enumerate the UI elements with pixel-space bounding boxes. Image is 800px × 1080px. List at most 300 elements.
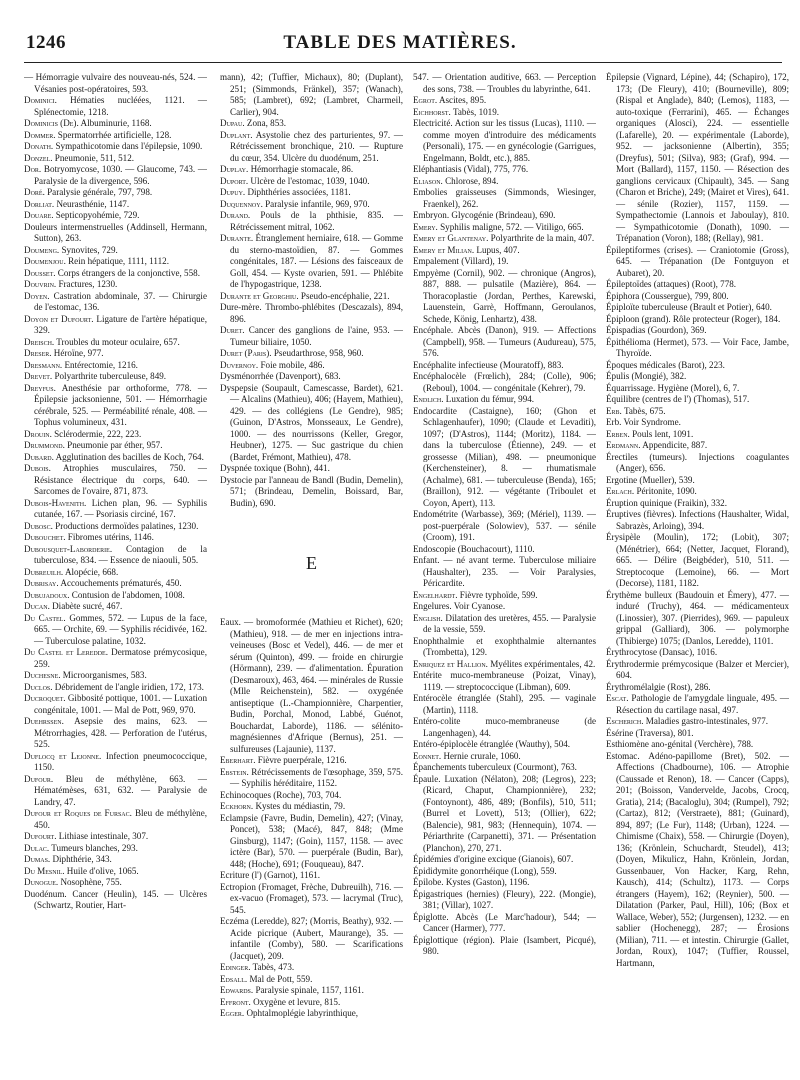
- index-entry: [24, 279, 207, 291]
- entry-text: Agglutination des bacilles de Koch, 764.: [53, 451, 204, 462]
- index-entry: [413, 394, 596, 406]
- entry-text: Ecriture (l') (Garnot), 1161.: [220, 870, 321, 880]
- index-entry: [220, 463, 403, 475]
- index-entry: [606, 498, 789, 510]
- page-number: 1246: [26, 32, 66, 53]
- entry-text: Débridement de l'angle iridien, 172, 173.: [52, 681, 204, 692]
- index-entry: [220, 302, 403, 325]
- index-entry: [220, 617, 403, 755]
- entry-author: Ducan.: [24, 601, 50, 611]
- index-entry: [606, 590, 789, 648]
- entry-text: Épilepsie (Vignard, Lépine), 44; (Schapiro), 172, 173; (De Fleury), 410; (Bourneville), 809; (Rispal et Anglade), 840; (Lemos), 1183, — auto-toxique (Ferrarini), 465. — Échanges organiques (Alosci), 224. — essentielle (Lafarelle), 20. — expérimentale (Laborde), 952. — jacksonienne (Albertin), 355; (Dreyfus), 501; (Silva), 983; (Graf), 994. — Mort (Ballard), 1157, 1150. — Résection des ganglions cervicaux (Chipault), 345. — Sang (Charon et Briche), 249; (Mairet et Vires), 641. — sénile (Rozier), 1157, 1159. — Sympathectomie (Lannois et Jaboulay), 810. — Sympathicotomie (Donath), 1090. — Trépanation (Voron), 188; (Rellay), 981.: [606, 72, 789, 243]
- entry-text: Érythème bulleux (Baudouin et Émery), 477. — induré (Truchy), 464. — médicamenteux (Linossier), 307. (Pierrides), 969. — papuleux grippal (Galliard), 306. — polymorphe (Thibierge) 1075; (Danlos, Leredde), 1101.: [606, 589, 789, 646]
- index-entry: [220, 348, 403, 360]
- section-letter-heading: E: [306, 553, 317, 573]
- entry-author: Egger.: [220, 1008, 245, 1018]
- entry-text: Pseudarthrose, 958, 960.: [271, 348, 364, 358]
- entry-author: Eberhart.: [220, 755, 256, 765]
- entry-author: Duflocq et Lejonne.: [24, 750, 102, 761]
- index-entry: [24, 647, 207, 670]
- entry-text: Diphthérie, 343.: [50, 854, 112, 864]
- entry-text: Entéro-épiplocèle étranglée (Wauthy), 504.: [413, 739, 571, 749]
- index-entry: [606, 325, 789, 337]
- entry-author: Duplant.: [220, 129, 253, 140]
- entry-author: Erlach.: [606, 486, 635, 496]
- entry-text: Lithiase intestinale, 307.: [56, 831, 149, 841]
- entry-text: Embolies graisseuses (Simmonds, Wiesinger, Fraenkel), 262.: [413, 187, 596, 209]
- index-entry: [413, 774, 596, 855]
- entry-text: Encéphalocèle (Frœlich), 284; (Colle), 906; (Reboul), 1004. — congénitale (Kehrer), 79.: [413, 371, 596, 393]
- entry-author: Edinger.: [220, 962, 251, 972]
- entry-author: Duchesne.: [24, 670, 61, 680]
- index-entry: [413, 670, 596, 693]
- entry-author: Duquennoy.: [220, 198, 263, 209]
- entry-text: Encéphalite infectieuse (Mouratoff), 883.: [413, 359, 564, 370]
- index-entry: [606, 429, 789, 441]
- entry-text: Ésérine (Traversa), 801.: [606, 727, 694, 738]
- index-entry: [24, 452, 207, 464]
- entry-text: Entérite muco-membraneuse (Poizat, Vinay), 1119. — streptococcique (Libman), 609.: [413, 670, 596, 692]
- index-entry: [413, 751, 596, 763]
- entry-text: Érysipèle (Moulin), 172; (Lobit), 307; (Ménétrier), 664; (Netter, Jacquet, Florand), 665. — Délire (Beigbéder), 510, 511. — Streptocoque (Lemoine), 66. — Mort (Decorse), 1181, 1182.: [606, 532, 789, 588]
- entry-author: Dubreuilh.: [24, 566, 64, 577]
- entry-text: Empalement (Villard), 19.: [413, 256, 509, 266]
- entry-author: Enriquez et Hallion.: [413, 658, 488, 669]
- entry-author: Dubrisay.: [24, 578, 59, 588]
- entry-text: Pouls lent, 1091.: [629, 428, 694, 439]
- entry-text: Ascites, 895.: [437, 95, 487, 105]
- entry-text: Synovites, 729.: [59, 244, 118, 255]
- index-entry: [220, 118, 403, 130]
- entry-author: Dubard.: [24, 451, 54, 462]
- entry-text: Équilibre (centres de l') (Thomas), 517.: [606, 394, 750, 404]
- entry-author: Erb.: [606, 405, 622, 416]
- entry-author: Duret.: [220, 325, 245, 335]
- index-entry: [413, 636, 596, 659]
- entry-text: Sclérodermie, 222, 223.: [51, 428, 142, 439]
- entry-text: Neurasthénie, 1147.: [54, 198, 130, 209]
- index-entry: [24, 521, 207, 533]
- index-entry: [606, 72, 789, 245]
- index-entry: [220, 767, 403, 790]
- entry-text: Hernie crurale, 1060.: [441, 750, 521, 761]
- index-entry: [413, 268, 596, 326]
- index-entry: [24, 348, 207, 360]
- index-entry: [413, 877, 596, 889]
- index-entry: [606, 394, 789, 406]
- index-entry: [606, 302, 789, 314]
- index-entry: [220, 371, 403, 383]
- entry-author: Drevet.: [24, 371, 53, 381]
- entry-text: Endométrite (Warbasse), 369; (Mériel), 1139. — post-puerpérale (Solowiev), 537. — sénile (Croom), 191.: [413, 509, 596, 542]
- entry-author: Dupau.: [220, 118, 245, 128]
- index-entry: [24, 199, 207, 211]
- index-entry: [413, 325, 596, 360]
- entry-text: Paralysie infantile, 969, 970.: [262, 198, 370, 209]
- entry-author: Doumeng.: [24, 244, 60, 255]
- index-entry: [220, 974, 403, 986]
- index-entry: [606, 532, 789, 590]
- entry-author: Dominicis (De).: [24, 118, 79, 128]
- entry-author: Dorliat.: [24, 198, 55, 209]
- index-entry: [413, 912, 596, 935]
- index-entry: [24, 118, 207, 130]
- entry-text: Épispadias (Gourdon), 369.: [606, 325, 707, 335]
- index-entry: [24, 95, 207, 118]
- index-entry: [220, 164, 403, 176]
- entry-text: Erb. Voir Syndrome.: [606, 417, 681, 427]
- entry-text: Dermatose prémycosique, 259.: [34, 647, 207, 669]
- entry-text: Empyème (Cornil), 902. — chronique (Angros), 887, 888. — pulsatile (Mazière), 864. — Thoracoplastie (Jordan, Perthes, Karewski, Lauenstein, Garrè, Hoffmann, Geroulanos, Schede, König, Lenhartz), 438.: [413, 267, 596, 324]
- entry-text: Alopécie, 668.: [63, 566, 119, 577]
- index-entry: [220, 870, 403, 882]
- index-entry: [24, 141, 207, 153]
- index-entry: [220, 755, 403, 767]
- entry-text: Fibromes utérins, 1146.: [65, 532, 154, 542]
- entry-text: Gibbosité pottique, 1001. — Luxation congénitale, 1001. — Mal de Pott, 969, 970.: [34, 693, 207, 715]
- entry-text: Épileptiformes (crises). — Craniotomie (Gross), 645. — Trépanation (De Fontguyon et Aubaret), 20.: [606, 244, 789, 278]
- index-entry: [24, 532, 207, 544]
- entry-text: Érythrocytose (Dansac), 1016.: [606, 647, 718, 657]
- entry-text: Épiploon (grand). Rôle protecteur (Roger), 184.: [606, 313, 781, 324]
- entry-text: Épiploïte tuberculeuse (Brault et Potier), 640.: [606, 302, 772, 312]
- entry-author: Endlich.: [413, 394, 444, 404]
- index-entry: [220, 187, 403, 199]
- entry-author: Dufour.: [24, 773, 54, 784]
- entry-text: Entérectomie, 1216.: [62, 359, 138, 370]
- entry-author: Duehrssen.: [24, 716, 64, 726]
- index-entry: [606, 452, 789, 475]
- entry-author: Ducroquet.: [24, 693, 66, 703]
- entry-text: Érythrodermie prémycosique (Balzer et Mercier), 604.: [606, 658, 789, 680]
- entry-text: Duodénum. Cancer (Heulin), 145. — Ulcères (Schwartz, Routier, Hart-: [24, 888, 207, 910]
- index-entry: [606, 659, 789, 682]
- index-column-3: [413, 72, 596, 1074]
- entry-author: Doyen.: [24, 290, 50, 301]
- entry-author: Dumas.: [24, 854, 51, 864]
- entry-text: Myélites expérimentales, 42.: [487, 658, 596, 669]
- index-entry: [24, 440, 207, 452]
- entry-text: Éruptives (fièvres). Infections (Haushalter, Widal, Sabrazès, Arloing), 394.: [606, 509, 789, 531]
- index-entry: [24, 222, 207, 245]
- entry-author: Duvernoy.: [220, 359, 259, 370]
- index-entry: [24, 314, 207, 337]
- entry-text: Épilobe. Kystes (Gaston), 1196.: [413, 877, 530, 887]
- entry-text: — Hémorragie vulvaire des nouveau-nés, 524. — Vésanies post-opératoires, 593.: [24, 72, 207, 94]
- index-entry: [220, 475, 403, 510]
- index-entry: [24, 268, 207, 280]
- entry-text: Épiglottique (région). Plaie (Isambert, Picqué), 980.: [413, 934, 596, 956]
- entry-text: Époques médicales (Barot), 223.: [606, 359, 725, 370]
- entry-author: Dufourt.: [24, 831, 57, 841]
- index-entry: [606, 360, 789, 372]
- index-entry: [413, 716, 596, 739]
- index-entry: [220, 233, 403, 291]
- index-column-4: [606, 72, 789, 1074]
- entry-author: Engelhardt.: [413, 589, 458, 600]
- index-entry: [220, 199, 403, 211]
- index-entry: [413, 613, 596, 636]
- index-entry: [220, 383, 403, 464]
- entry-text: Épigastriques (hernies) (Fleury), 222. (Mongie), 381; (Villar), 1027.: [413, 888, 596, 910]
- index-entry: [413, 176, 596, 188]
- index-entry: [24, 774, 207, 809]
- index-entry: [220, 813, 403, 871]
- entry-author: Du Castel et Leredde.: [24, 647, 108, 657]
- index-entry: [413, 889, 596, 912]
- entry-text: Péritonite, 1090.: [634, 486, 697, 496]
- entry-author: Erben.: [606, 428, 630, 439]
- entry-text: Rein hépatique, 1111, 1112.: [65, 256, 169, 266]
- entry-text: Electricité. Action sur les tissus (Lucas), 1110. — comme moyen d'introduire des médicaments (Personali), 175. — en gynécologie (Garrigues, Engelmann, Boldt, etc.), 885.: [413, 118, 596, 163]
- entry-text: Diabète sucré, 467.: [49, 601, 123, 611]
- entry-text: Esthiomène ano-génital (Verchère), 788.: [606, 739, 754, 749]
- entry-text: Pouls de la phthisie, 835. — Rétrécissement mitral, 1062.: [230, 210, 403, 232]
- entry-author: Durante.: [220, 233, 254, 243]
- index-entry: [413, 210, 596, 222]
- entry-text: Huile d'olive, 1065.: [64, 865, 139, 876]
- entry-author: Emery et Milian.: [413, 244, 475, 255]
- entry-author: Doumenjou.: [24, 256, 66, 266]
- index-entry: [413, 256, 596, 268]
- entry-author: Drouin.: [24, 428, 52, 439]
- entry-text: Bleu de méthylène, 450.: [34, 808, 207, 830]
- index-entry: [24, 337, 207, 349]
- entry-text: Dyspepsie (Soupault, Camescasse, Bardet), 621. — Alcalins (Mathieu), 406; (Hayem, Mathieu), 429. — des collégiens (Le Gendre), 985; (Guinon, D'Astros, Monsseaux, Le Gendre), 1000. — des nourrissons (Keller, Gregor, Heubner), 1275. — Suc gastrique du chien (Bardet, Frémont, Mathieu), 478.: [220, 382, 403, 462]
- index-entry: [24, 889, 207, 912]
- index-entry: [24, 256, 207, 268]
- entry-text: Tabès, 1019.: [450, 106, 500, 117]
- entry-text: Hémorrhagie stomacale, 86.: [248, 164, 354, 174]
- index-entry: [220, 360, 403, 372]
- index-entry: [606, 751, 789, 970]
- entry-author: Dupuy.: [220, 187, 246, 197]
- index-entry: [220, 176, 403, 188]
- entry-text: Syphilis maligne, 572. — Vitiligo, 665.: [437, 221, 584, 232]
- entry-text: Épididymite gonorrhéique (Long), 559.: [413, 865, 557, 876]
- index-entry: [24, 291, 207, 314]
- entry-text: Troubles du moteur oculaire, 657.: [54, 336, 180, 347]
- entry-author: Du Castel.: [24, 612, 66, 623]
- index-entry: [24, 463, 207, 498]
- index-entry: [24, 210, 207, 222]
- entry-text: Polyarthrite tuberculeuse, 849.: [52, 371, 167, 381]
- index-entry: [606, 682, 789, 694]
- index-entry: [220, 916, 403, 962]
- index-entry: [220, 801, 403, 813]
- entry-text: Hématies nucléées, 1121. — Splénectomie, 1218.: [34, 95, 207, 117]
- index-entry: [606, 406, 789, 418]
- entry-author: Dousset.: [24, 267, 56, 278]
- entry-text: Sympathicotomie dans l'épilepsie, 1090.: [53, 141, 203, 151]
- entry-author: Dommer.: [24, 129, 56, 140]
- index-entry: [606, 509, 789, 532]
- entry-text: Engelures. Voir Cyanose.: [413, 601, 506, 611]
- entry-text: Botryomycose, 1030. — Glaucome, 743. — Paralysie de la divergence, 596.: [34, 164, 207, 186]
- entry-text: Accouchements prématurés, 450.: [58, 578, 182, 588]
- index-entry: [220, 325, 403, 348]
- index-entry: [220, 790, 403, 802]
- entry-text: Kystes du médiastin, 79.: [253, 801, 346, 811]
- entry-author: Dubois-Havenith.: [24, 497, 87, 508]
- index-entry: [413, 739, 596, 751]
- entry-text: Pseudo-encéphalie, 221.: [298, 290, 390, 301]
- entry-author: Du Mesnil.: [24, 865, 65, 876]
- entry-text: Mal de Pott, 559.: [247, 973, 313, 984]
- entry-text: Paralysie spinale, 1157, 1161.: [253, 985, 364, 995]
- entry-text: Paralysie générale, 797, 798.: [44, 187, 153, 197]
- entry-text: Dystocie par l'anneau de Bandl (Budin, Demelin), 571; (Brindeau, Demelin, Boissard, Bar, Budin), 690.: [220, 474, 403, 508]
- entry-text: Entéro-colite muco-membraneuse (de Langenhagen), 44.: [413, 716, 596, 738]
- entry-text: Cancer des ganglions de l'aine, 953. — Tumeur biliaire, 1050.: [230, 325, 403, 347]
- entry-text: Héroïne, 977.: [51, 348, 104, 358]
- entry-text: Zona, 853.: [244, 118, 287, 128]
- index-entry: [413, 245, 596, 257]
- entry-text: Contusion de l'abdomen, 1008.: [69, 589, 185, 600]
- index-entry: [220, 72, 403, 118]
- index-entry: [24, 498, 207, 521]
- index-entry: [24, 693, 207, 716]
- entry-text: Éruption quinique (Fraikin), 332.: [606, 497, 727, 508]
- entry-author: Erdmann.: [606, 440, 641, 450]
- entry-text: Spermatorrhée artificielle, 128.: [55, 129, 172, 140]
- entry-text: Asystolie chez des parturientes, 97. — Rétrécissement bronchique, 210. — Rupture du cœur, 354. Ulcère du duodénum, 251.: [230, 129, 403, 163]
- entry-author: Dufour et Roques de Fursac.: [24, 808, 132, 818]
- index-entry: [220, 985, 403, 997]
- index-entry: [413, 222, 596, 234]
- entry-text: Enfant. — né avant terme. Tuberculose miliaire (Haushalter), 235. — Voir Paralysies, Péricardite.: [413, 555, 596, 588]
- index-entry: [220, 1008, 403, 1020]
- index-entry: [606, 371, 789, 383]
- index-entry: [606, 647, 789, 659]
- index-entry: [413, 371, 596, 394]
- entry-text: Atrophies musculaires, 750. — Résistance électrique du corps, 640. — Sarcomes de l'ovaire, 871, 873.: [34, 463, 207, 496]
- index-entry: [606, 291, 789, 303]
- entry-author: Escat.: [606, 693, 629, 703]
- entry-text: Dysménorrhée (Davenport), 683.: [220, 371, 341, 381]
- entry-text: Lichen plan, 96. — Syphilis cutanée, 167. — Psoriasis circiné, 167.: [34, 497, 207, 519]
- index-entry: [413, 360, 596, 372]
- entry-author: Douvrin.: [24, 279, 57, 289]
- entry-text: Chlorose, 894.: [442, 175, 499, 186]
- entry-text: Ophtalmoplégie labyrinthique,: [244, 1008, 359, 1018]
- entry-text: Dilatation des uretères, 455. — Paralysie de la vessie, 559.: [423, 612, 596, 634]
- entry-text: Érythromélalgie (Rost), 286.: [606, 681, 711, 692]
- index-entry: [24, 670, 207, 682]
- entry-text: Microorganismes, 583.: [60, 670, 147, 680]
- page-title: TABLE DES MATIÈRES.: [283, 32, 517, 53]
- entry-author: Dulac.: [24, 842, 50, 853]
- index-entry: [24, 72, 207, 95]
- entry-author: Dreser.: [24, 348, 52, 358]
- entry-text: Nosophène, 755.: [58, 877, 122, 887]
- entry-text: Tumeurs blanches, 293.: [49, 842, 138, 853]
- entry-author: Douare.: [24, 210, 54, 220]
- index-entry: [220, 997, 403, 1009]
- entry-text: Ergotine (Mueller), 539.: [606, 474, 695, 485]
- index-entry: [220, 291, 403, 303]
- entry-text: Fractures, 1230.: [56, 279, 118, 289]
- entry-text: Entérocèle étranglée (Stahl), 295. — vaginale (Martin), 1118.: [413, 693, 596, 715]
- index-entry: [220, 210, 403, 233]
- index-entry: [606, 716, 789, 728]
- page-header: [0, 0, 800, 60]
- entry-author: Eliason.: [413, 175, 443, 186]
- index-entry: [413, 72, 596, 95]
- entry-text: Eaux. — bromoformée (Mathieu et Richet), 620; (Mathieu), 918. — de mer en injections intra-veineuses (Bosc et Vedel), 446. — de mer et sérum (Quinton), 499. — froide en chirurgie (Hörmann), 239. — d'alimentation. Épuration (Desmaroux), 463, 464. — minérales de Russie (Mlle Reichenstein), 582. — oxygénée antiseptique (L.-Championnière, Charpentier, Budin, Porchal, Monod, Labbé, Guénot, Bouchardat, Laborde), 1186. — sélénito-magnésiennes d'Afrique (Bernus), 251. — sulfureuses (Lajaunie), 1137.: [220, 617, 403, 754]
- entry-text: Albuminurie, 1168.: [78, 118, 152, 128]
- entry-text: Épithélioma (Hermet), 573. — Voir Face, Jambe, Thyroïde.: [606, 336, 789, 358]
- index-entry: [24, 567, 207, 579]
- index-entry: [606, 486, 789, 498]
- index-entry: [413, 233, 596, 245]
- index-entry: [413, 164, 596, 176]
- index-entry: [413, 406, 596, 510]
- index-entry: [413, 866, 596, 878]
- index-entry: [606, 314, 789, 326]
- entry-author: Dreisch.: [24, 336, 55, 347]
- index-entry: [24, 877, 207, 889]
- entry-text: Anesthésie par orthoforme, 778. — Épilepsie jacksonienne, 501. — Hémorrhagie cérébrale, 525. — Perméabilité rénale, 408. — Tophus volumineux, 431.: [34, 382, 207, 427]
- index-entry: [24, 383, 207, 429]
- index-entry: [606, 245, 789, 280]
- entry-text: Diphthéries associées, 1181.: [245, 187, 351, 197]
- entry-text: Ectropion (Fromaget, Frèche, Dubreuilh), 716. — ex-vacuo (Fromaget), 573. — lacrymal (Truc), 545.: [220, 881, 403, 915]
- entry-text: Étranglement herniaire, 618. — Gomme du sterno-mastoïdien, 87. — Gommes congénitales, 187. — Lésions des faisceaux de Goll, 454. — Kyste ovarien, 591. — Phlébite de l'hypogastrique, 1238.: [230, 233, 403, 289]
- entry-text: Productions dermoïdes palatines, 1230.: [52, 520, 199, 531]
- entry-text: Ulcère de l'estomac, 1039, 1040.: [248, 175, 370, 186]
- entry-text: Épiglotte. Abcès (Le Marc'hadour), 544; — Cancer (Harmer), 777.: [413, 911, 596, 933]
- entry-text: Endoscopie (Bouchacourt), 1110.: [413, 543, 535, 554]
- index-entry: [413, 693, 596, 716]
- index-entry: [24, 153, 207, 165]
- entry-author: Dunogue.: [24, 877, 59, 887]
- entry-author: Edwards.: [220, 985, 254, 995]
- index-entry: [24, 751, 207, 774]
- index-entry: [413, 95, 596, 107]
- index-entry: [606, 475, 789, 487]
- entry-author: Durante et Georghiu.: [220, 290, 299, 301]
- index-entry: [606, 383, 789, 395]
- entry-author: Doré.: [24, 187, 45, 197]
- entry-text: Oxygène et levure, 815.: [250, 996, 341, 1007]
- entry-text: Septicopyohémie, 729.: [53, 210, 140, 220]
- entry-author: Ebstein.: [220, 766, 249, 777]
- entry-text: Eczéma (Leredde), 827; (Morris, Beathy), 932. — Acide picrique (Aubert, Maurange), 35. — infantile (Comby), 580. — Scarifications (Jacquet), 209.: [220, 916, 403, 961]
- entry-author: Edsall.: [220, 973, 248, 984]
- entry-text: Épileptoïdes (attaques) (Root), 778.: [606, 279, 737, 289]
- entry-author: Escherich.: [606, 716, 644, 726]
- index-column-2: [220, 72, 403, 1074]
- index-entry: [413, 935, 596, 958]
- entry-author: Egrot.: [413, 95, 438, 105]
- index-entry: [413, 601, 596, 613]
- entry-text: Fièvre typhoïde, 599.: [457, 589, 538, 600]
- entry-text: Contagion de la tuberculose, 834. — Essence de niaouli, 505.: [34, 543, 207, 565]
- header-rule: [24, 62, 782, 63]
- entry-author: Dubujadoux.: [24, 589, 70, 600]
- entry-author: Dubousquet-Laborderie.: [24, 543, 113, 554]
- index-entry: [24, 130, 207, 142]
- entry-author: Dubosc.: [24, 520, 53, 531]
- entry-author: Dor.: [24, 164, 42, 174]
- index-entry: [24, 371, 207, 383]
- entry-text: Castration abdominale, 37. — Chirurgie de l'estomac, 136.: [34, 290, 207, 312]
- entry-text: Estomac. Adéno-papillome (Bret), 502. — Affections (Chadbourne), 106. — Atrophie (Caussade et Renon), 18. — Cancer (Capps), 201; (Boisson, Vandervelde, Jacobs, Crocq, Gratia), 214; (Bacaloglu), 304; (Rumpel), 792; (Cartaz), 812; (Verstraete), 881; (Guinard), 894, 897; (Le Fur), 1148; (Urban), 1224. — Chimisme (Chaix), 558. — Chirurgie (Doyen), 136; (Krönlein, Schuchardt, Steudel), 413; (Doyen, Mikulicz, Hahn, Krönlein, Jordan, Gussenbauer, Von Hacker, Karg, Rehn, Kausch), 414; (Schultz), 1173. — Corps étrangers (Hayem), 162; (Reynier), 500. — Dilatation (Parker, Paul, Hill), 106; (Box et Wallace, Weber), 552; (Jurgensen), 1232. — en sablier (Hochenegg), 287; — Érosions (Milian), 711. — et intestin. Chirurgie (Gallet, Jordan, Roux), 1047; (Tuffier, Roussel, Hartmann,: [606, 750, 789, 968]
- index-entry: [24, 808, 207, 831]
- index-entry: [606, 693, 789, 716]
- index-entry: [24, 360, 207, 372]
